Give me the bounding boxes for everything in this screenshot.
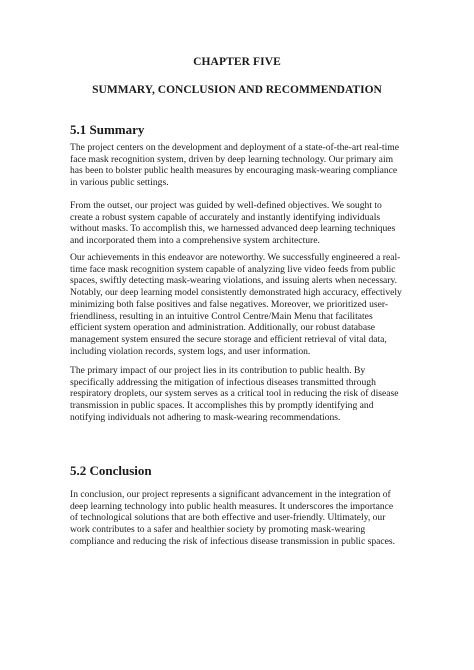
summary-paragraph-4 — [70, 365, 410, 424]
text-line: Notably, our deep learning model consistently demonstrated high accuracy, effectively — [70, 287, 402, 299]
text-line: specifically addressing the mitigation of infectious diseases transmitted through — [70, 376, 376, 388]
text-line: notifying individuals not adhering to mask-wearing recommendations. — [70, 411, 341, 423]
text-line: including violation records, system logs, and user information. — [70, 345, 311, 357]
summary-paragraph-1 — [70, 142, 410, 189]
text-line: From the outset, our project was guided by well-defined objectives. We sought to — [70, 200, 382, 211]
text-line: In conclusion, our project represents a significant advancement in the integration of — [70, 489, 391, 500]
text-line: spaces, swiftly detecting mask-wearing violations, and issuing alerts when necessary. — [70, 275, 398, 287]
text-line: respiratory droplets, our system serves as a critical tool in reducing the risk of disease — [70, 388, 399, 400]
text-line: friendliness, resulting in an intuitive Control Centre/Main Menu that facilitates — [70, 310, 373, 322]
text-line: of technological solutions that are both effective and user-friendly. Ultimately, our — [70, 512, 386, 524]
text-line: in various public settings. — [70, 177, 169, 189]
text-line: The project centers on the development and deployment of a state-of-the-art real-time — [70, 142, 399, 153]
text-line: minimizing both false positives and false negatives. Moreover, we prioritized user- — [70, 298, 389, 310]
text-line: management system ensured the secure storage and efficient retrieval of vital data, — [70, 333, 387, 345]
text-line: has been to bolster public health measures by encouraging mask-wearing compliance — [70, 165, 398, 177]
text-line: The primary impact of our project lies in its contribution to public health. By — [70, 365, 366, 376]
text-line: time face mask recognition system capable of analyzing live video feeds from public — [70, 263, 396, 275]
text-line: create a robust system capable of accurately and instantly identifying individuals — [70, 211, 381, 223]
section-heading-summary: 5.1 Summary — [70, 122, 145, 137]
text-line: without masks. To accomplish this, we harnessed advanced deep learning techniques — [70, 223, 396, 235]
page-title: SUMMARY, CONCLUSION AND RECOMMENDATION — [92, 84, 382, 96]
text-line: compliance and reducing the risk of infectious disease transmission in public spaces. — [70, 535, 396, 547]
text-line: transmission in public spaces. It accomplishes this by promptly identifying and — [70, 400, 374, 412]
text-line: work contributes to a safer and healthier society by promoting mask-wearing — [70, 524, 366, 536]
text-line: Our achievements in this endeavor are noteworthy. We successfully engineered a real- — [70, 252, 401, 263]
text-line: face mask recognition system, driven by deep learning technology. Our primary aim — [70, 153, 394, 165]
chapter-title: CHAPTER FIVE — [193, 56, 281, 68]
text-line: efficient system operation and administration. Additionally, our robust database — [70, 322, 376, 334]
section-heading-conclusion: 5.2 Conclusion — [70, 463, 152, 478]
text-line: and incorporated them into a comprehensive system architecture. — [70, 235, 320, 247]
conclusion-paragraph-1 — [70, 489, 410, 548]
summary-paragraph-3 — [70, 252, 410, 357]
summary-paragraph-2 — [70, 200, 410, 247]
text-line: deep learning technology into public health measures. It underscores the importance — [70, 500, 394, 512]
